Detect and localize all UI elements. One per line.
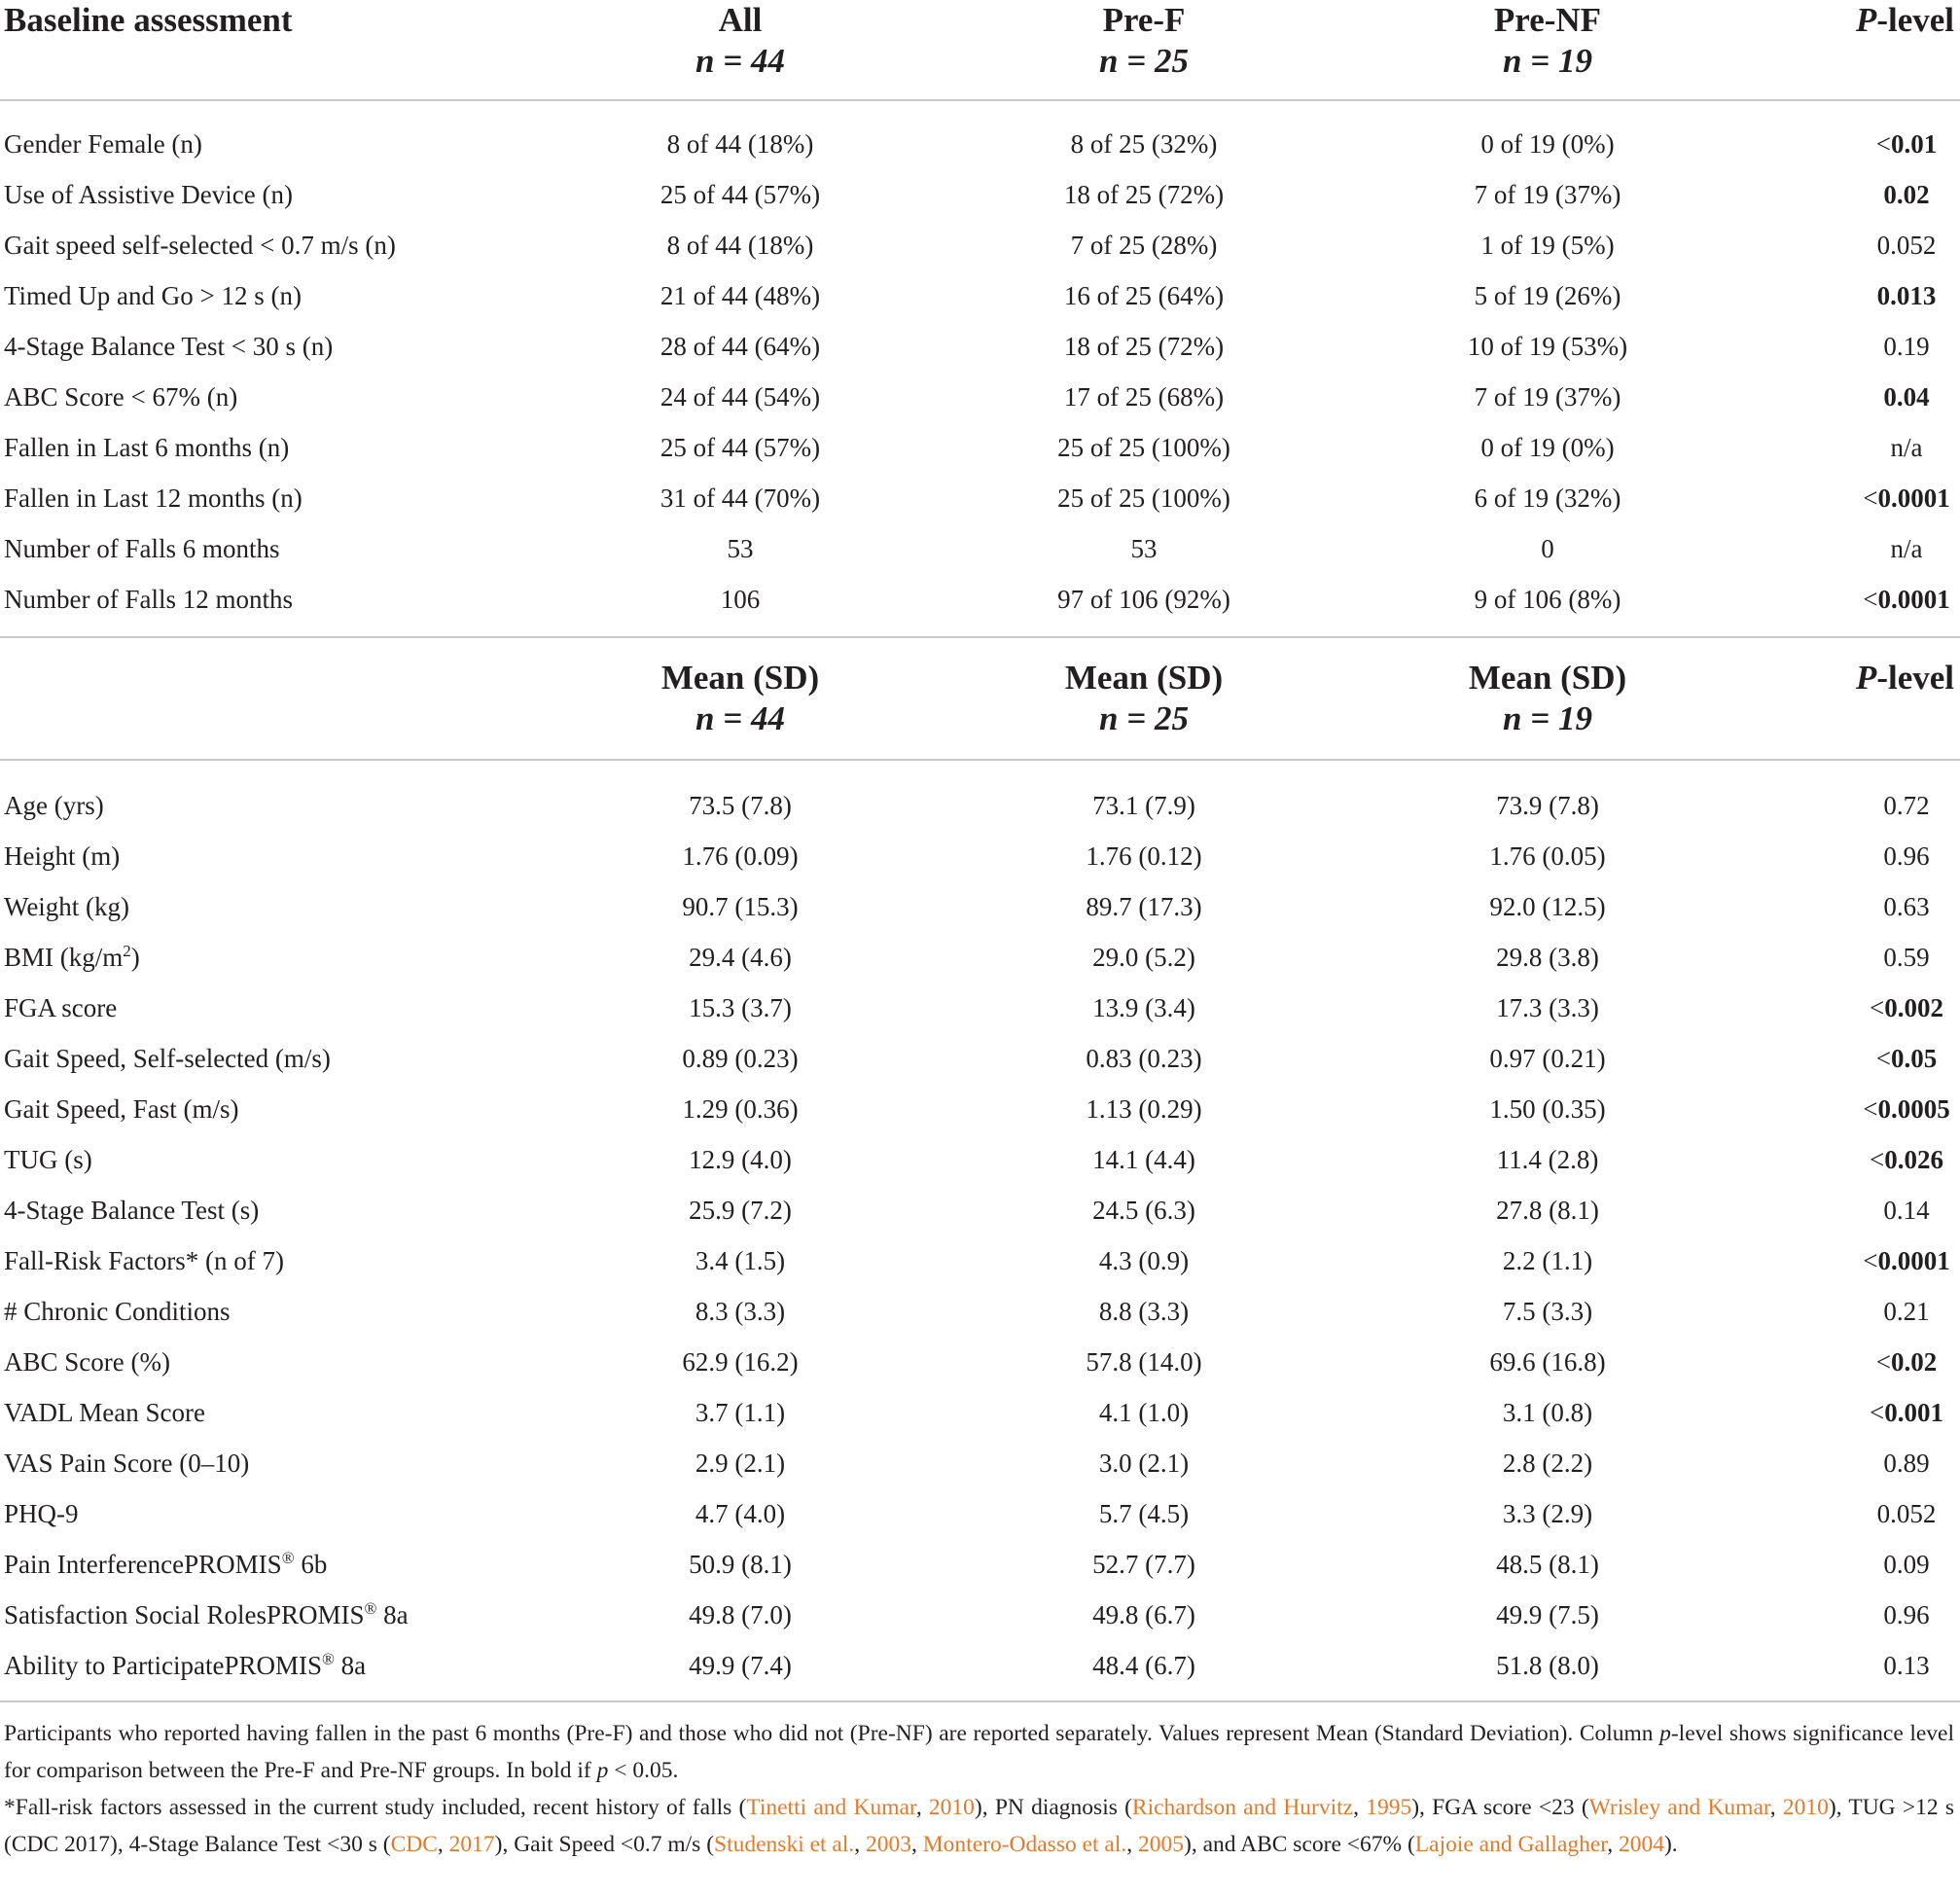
cell-pre-nf: 49.9 (7.5) — [1496, 1600, 1599, 1629]
cell-pre-f: 3.0 (2.1) — [1098, 1449, 1190, 1478]
cell-p-level: <0.02 — [1875, 1347, 1938, 1377]
citation-link[interactable]: 2005 — [1138, 1832, 1185, 1857]
table-row — [0, 321, 1960, 372]
cell-all: 1.29 (0.36) — [682, 1094, 799, 1124]
citation-link[interactable]: 2017 — [448, 1832, 495, 1857]
table-row — [0, 1640, 1960, 1691]
cell-all: 62.9 (16.2) — [682, 1347, 799, 1377]
cell-pre-nf: 9 of 106 (8%) — [1474, 585, 1621, 614]
section2-header — [0, 658, 1960, 765]
cell-all: 53 — [727, 534, 754, 563]
cell-pre-nf: 0 — [1541, 534, 1554, 563]
row-label: Fallen in Last 6 months (n) — [4, 433, 290, 462]
citation-link[interactable]: CDC — [390, 1832, 438, 1857]
table-row — [0, 1438, 1960, 1488]
citation-link[interactable]: Lajoie and Gallagher — [1414, 1832, 1608, 1857]
cell-pre-f: 1.76 (0.12) — [1086, 841, 1202, 871]
cell-p-level: 0.14 — [1883, 1196, 1930, 1225]
cell-all: 50.9 (8.1) — [689, 1550, 792, 1579]
row-label: Number of Falls 12 months — [4, 585, 293, 614]
citation-link[interactable]: 2010 — [928, 1795, 975, 1820]
cell-all: 21 of 44 (48%) — [659, 281, 821, 310]
cell-pre-nf: 17.3 (3.3) — [1496, 993, 1599, 1022]
cell-all: 8 of 44 (18%) — [666, 231, 814, 260]
cell-pre-nf: 7 of 19 (37%) — [1474, 382, 1621, 411]
divider — [0, 759, 1960, 761]
citation-link[interactable]: Studenski et al. — [714, 1832, 855, 1857]
divider — [0, 636, 1960, 638]
cell-pre-nf: 1.76 (0.05) — [1489, 841, 1606, 871]
cell-pre-nf: 29.8 (3.8) — [1496, 943, 1599, 972]
cell-pre-f: 17 of 25 (68%) — [1063, 382, 1225, 411]
cell-pre-f: 5.7 (4.5) — [1098, 1499, 1190, 1528]
table-row — [0, 1084, 1960, 1134]
cell-pre-f: 16 of 25 (64%) — [1063, 281, 1225, 310]
cell-pre-nf: 51.8 (8.0) — [1496, 1651, 1599, 1680]
cell-pre-nf: 3.1 (0.8) — [1502, 1398, 1593, 1427]
cell-all: 24 of 44 (54%) — [659, 382, 821, 411]
table-row — [0, 932, 1960, 983]
cell-pre-nf: 10 of 19 (53%) — [1467, 332, 1628, 361]
cell-pre-nf: 0 of 19 (0%) — [1480, 433, 1615, 462]
table-row — [0, 422, 1960, 473]
cell-pre-nf: 69.6 (16.8) — [1489, 1347, 1606, 1377]
cell-p-level: <0.05 — [1875, 1044, 1938, 1073]
cell-all: 25 of 44 (57%) — [659, 180, 821, 209]
header-p-level: P-level — [1855, 1, 1954, 39]
citation-link[interactable]: 1995 — [1366, 1795, 1412, 1820]
row-label: Fallen in Last 12 months (n) — [4, 483, 303, 513]
cell-pre-nf: 6 of 19 (32%) — [1474, 483, 1621, 513]
row-label: BMI $(kg/m^2)$ — [4, 942, 140, 972]
table-row — [0, 1387, 1960, 1438]
cell-pre-f: 25 of 25 (100%) — [1057, 433, 1230, 462]
table-row — [0, 473, 1960, 523]
cell-pre-nf: 0.97 (0.21) — [1489, 1044, 1606, 1073]
table-row — [0, 1590, 1960, 1640]
cell-pre-f: 14.1 (4.4) — [1092, 1145, 1195, 1174]
row-label: Gait Speed, Fast (m/s) — [4, 1094, 239, 1124]
cell-p-level: 0.96 — [1883, 841, 1930, 871]
citation-link[interactable]: Montero-Odasso et al. — [922, 1832, 1127, 1857]
cell-all: 49.8 (7.0) — [689, 1600, 792, 1629]
row-label: TUG (s) — [4, 1145, 92, 1174]
row-label: ABC Score (%) — [4, 1347, 170, 1377]
citation-link[interactable]: Tinetti and Kumar — [746, 1795, 916, 1820]
table-row — [0, 372, 1960, 422]
header-pre-nf: Pre-NF n = 19 — [1493, 1, 1602, 80]
header-mean-all: Mean (SD) n = 44 — [660, 659, 820, 737]
cell-p-level: 0.63 — [1883, 892, 1930, 921]
cell-pre-f: 8 of 25 (32%) — [1070, 129, 1218, 159]
cell-pre-nf: 48.5 (8.1) — [1496, 1550, 1599, 1579]
row-label: ABC Score < 67% (n) — [4, 382, 238, 411]
cell-all: 106 — [720, 585, 761, 614]
row-label: Gait speed self-selected < 0.7 m/s (n) — [4, 231, 396, 260]
cell-pre-nf: 73.9 (7.8) — [1496, 791, 1599, 820]
cell-p-level: <0.0001 — [1863, 483, 1950, 513]
table-row — [0, 1286, 1960, 1337]
row-label: 4-Stage Balance Test < 30 s (n) — [4, 332, 334, 361]
cell-all: 28 of 44 (64%) — [659, 332, 821, 361]
citation-link[interactable]: 2010 — [1782, 1795, 1829, 1820]
cell-pre-f: 25 of 25 (100%) — [1057, 483, 1230, 513]
table-row — [0, 574, 1960, 625]
cell-all: 90.7 (15.3) — [682, 892, 799, 921]
cell-all: 29.4 (4.6) — [689, 943, 792, 972]
citation-link[interactable]: Richardson and Hurvitz — [1131, 1795, 1354, 1820]
cell-p-level: <0.026 — [1870, 1145, 1943, 1174]
row-label: PHQ-9 — [4, 1499, 79, 1528]
table-row — [0, 831, 1960, 881]
cell-p-level: <0.01 — [1875, 129, 1938, 159]
cell-pre-f: 4.3 (0.9) — [1098, 1246, 1190, 1275]
cell-p-level: <0.0001 — [1863, 585, 1950, 614]
table-row — [0, 1033, 1960, 1084]
cell-all: 15.3 (3.7) — [689, 993, 792, 1022]
cell-all: 31 of 44 (70%) — [659, 483, 821, 513]
cell-p-level: 0.13 — [1883, 1651, 1930, 1680]
cell-pre-nf: 3.3 (2.9) — [1502, 1499, 1593, 1528]
table-row — [0, 169, 1960, 220]
cell-p-level: 0.052 — [1876, 1499, 1937, 1528]
cell-p-level: <0.001 — [1870, 1398, 1943, 1427]
cell-pre-f: 49.8 (6.7) — [1092, 1600, 1195, 1629]
cell-all: 73.5 (7.8) — [689, 791, 792, 820]
citation-link[interactable]: Wrisley and Kumar — [1588, 1795, 1770, 1820]
cell-pre-f: 7 of 25 (28%) — [1070, 231, 1218, 260]
header-label: Baseline assessment — [4, 1, 293, 39]
section1-header — [0, 0, 1960, 99]
cell-pre-nf: 7.5 (3.3) — [1502, 1297, 1593, 1326]
table-row — [0, 1134, 1960, 1185]
table-row — [0, 270, 1960, 321]
cell-pre-f: 29.0 (5.2) — [1092, 943, 1195, 972]
cell-pre-nf: 0 of 19 (0%) — [1480, 129, 1615, 159]
row-label: VADL Mean Score — [4, 1398, 205, 1427]
cell-all: 4.7 (4.0) — [695, 1499, 786, 1528]
cell-pre-f: 97 of 106 (92%) — [1057, 585, 1230, 614]
cell-all: 3.7 (1.1) — [695, 1398, 786, 1427]
footnote-2: *Fall-risk factors assessed in the current study included, recent history of falls (Tinetti and Kumar, 2010), PN diagnosis (Richardson and Hurvitz, 1995), FGA score <23 (Wrisley and Kumar, 2010), TUG >12 s (CDC 2017), 4-Stage Balance Test <30 s (CDC, 2017), Gait Speed <0.7 m/s (Studenski et al., 2003, Montero-Odasso et al., 2005), and ABC score <67% (Lajoie and Gallagher, 2004). — [4, 1795, 1954, 1857]
cell-pre-nf: 2.8 (2.2) — [1502, 1449, 1593, 1478]
cell-pre-nf: 1.50 (0.35) — [1489, 1094, 1606, 1124]
row-label: Age (yrs) — [4, 791, 104, 820]
row-label: 4-Stage Balance Test (s) — [4, 1196, 260, 1225]
cell-pre-nf: 92.0 (12.5) — [1489, 892, 1606, 921]
row-label: Use of Assistive Device (n) — [4, 180, 293, 209]
cell-p-level: <0.002 — [1870, 993, 1943, 1022]
cell-pre-nf: 1 of 19 (5%) — [1480, 231, 1615, 260]
cell-all: 8 of 44 (18%) — [666, 129, 814, 159]
cell-pre-f: 18 of 25 (72%) — [1063, 332, 1225, 361]
cell-p-level: n/a — [1890, 433, 1923, 462]
table-row — [0, 523, 1960, 574]
cell-p-level: 0.052 — [1876, 231, 1937, 260]
table-row — [0, 1488, 1960, 1539]
cell-all: 1.76 (0.09) — [682, 841, 799, 871]
row-label: Ability to ParticipatePROMIS® 8a — [4, 1650, 367, 1680]
cell-all: 25.9 (7.2) — [689, 1196, 792, 1225]
cell-pre-f: 89.7 (17.3) — [1086, 892, 1202, 921]
cell-pre-nf: 27.8 (8.1) — [1496, 1196, 1599, 1225]
divider — [0, 1700, 1960, 1702]
table-row — [0, 1235, 1960, 1286]
citation-link[interactable]: 2004 — [1618, 1832, 1664, 1857]
row-label: Number of Falls 6 months — [4, 534, 280, 563]
cell-pre-f: 52.7 (7.7) — [1092, 1550, 1195, 1579]
cell-pre-f: 0.83 (0.23) — [1086, 1044, 1202, 1073]
cell-p-level: 0.89 — [1883, 1449, 1930, 1478]
cell-pre-f: 13.9 (3.4) — [1092, 993, 1195, 1022]
table-row — [0, 1337, 1960, 1387]
table-row — [0, 1539, 1960, 1590]
cell-p-level: 0.04 — [1883, 382, 1930, 411]
cell-pre-nf: 7 of 19 (37%) — [1474, 180, 1621, 209]
row-label: Pain InterferencePROMIS® 6b — [4, 1549, 328, 1579]
divider — [0, 99, 1960, 101]
row-label: Timed Up and Go > 12 s (n) — [4, 281, 302, 310]
cell-p-level: 0.09 — [1883, 1550, 1930, 1579]
cell-pre-nf: 2.2 (1.1) — [1502, 1246, 1593, 1275]
cell-all: 12.9 (4.0) — [689, 1145, 792, 1174]
table-row — [0, 1185, 1960, 1235]
table-row — [0, 881, 1960, 932]
cell-all: 0.89 (0.23) — [682, 1044, 799, 1073]
row-label: Satisfaction Social RolesPROMIS® 8a — [4, 1599, 409, 1629]
row-label: Gait Speed, Self-selected (m/s) — [4, 1044, 331, 1073]
header-mean-pre-nf: Mean (SD) n = 19 — [1468, 659, 1627, 737]
row-label: VAS Pain Score (0–10) — [4, 1449, 250, 1478]
row-label: Fall-Risk Factors* (n of 7) — [4, 1246, 284, 1275]
cell-all: 25 of 44 (57%) — [659, 433, 821, 462]
cell-p-level: 0.013 — [1876, 281, 1937, 310]
cell-p-level: <0.0001 — [1863, 1246, 1950, 1275]
row-label: # Chronic Conditions — [4, 1297, 231, 1326]
cell-p-level: n/a — [1890, 534, 1923, 563]
row-label: FGA score — [4, 993, 118, 1022]
header-all: All n = 44 — [695, 1, 785, 80]
cell-pre-f: 4.1 (1.0) — [1098, 1398, 1190, 1427]
cell-p-level: <0.0005 — [1863, 1094, 1950, 1124]
cell-pre-f: 24.5 (6.3) — [1092, 1196, 1195, 1225]
cell-all: 3.4 (1.5) — [695, 1246, 786, 1275]
cell-p-level: 0.02 — [1883, 180, 1930, 209]
cell-pre-f: 48.4 (6.7) — [1092, 1651, 1195, 1680]
cell-p-level: 0.21 — [1883, 1297, 1930, 1326]
cell-p-level: 0.59 — [1883, 943, 1930, 972]
table-row — [0, 220, 1960, 270]
table-row — [0, 983, 1960, 1033]
table-row — [0, 119, 1960, 169]
cell-pre-f: 57.8 (14.0) — [1086, 1347, 1202, 1377]
cell-p-level: 0.96 — [1883, 1600, 1930, 1629]
cell-pre-f: 18 of 25 (72%) — [1063, 180, 1225, 209]
cell-pre-f: 8.8 (3.3) — [1098, 1297, 1190, 1326]
row-label: Weight (kg) — [4, 892, 130, 921]
cell-pre-f: 73.1 (7.9) — [1092, 791, 1195, 820]
cell-pre-f: 1.13 (0.29) — [1086, 1094, 1202, 1124]
cell-all: 49.9 (7.4) — [689, 1651, 792, 1680]
footnote-1: Participants who reported having fallen in the past 6 months (Pre-F) and those who did not (Pre-NF) are reported separately. Values represent Mean (Standard Deviation). Column p-level shows significance level for comparison between the Pre-F and Pre-NF groups. In bold if p < 0.05. — [4, 1721, 1954, 1783]
cell-pre-nf: 5 of 19 (26%) — [1474, 281, 1621, 310]
header-p-level-2: P-level — [1855, 659, 1954, 697]
row-label: Gender Female (n) — [4, 129, 202, 159]
cell-pre-nf: 11.4 (2.8) — [1496, 1145, 1599, 1174]
cell-all: 2.9 (2.1) — [695, 1449, 786, 1478]
cell-all: 8.3 (3.3) — [695, 1297, 786, 1326]
cell-p-level: 0.72 — [1883, 791, 1930, 820]
header-mean-pre-f: Mean (SD) n = 25 — [1064, 659, 1224, 737]
row-label: Height (m) — [4, 841, 121, 871]
table-row — [0, 780, 1960, 831]
citation-link[interactable]: 2003 — [866, 1832, 912, 1857]
cell-pre-f: 53 — [1130, 534, 1158, 563]
header-pre-f: Pre-F n = 25 — [1099, 1, 1189, 80]
cell-p-level: 0.19 — [1883, 332, 1930, 361]
